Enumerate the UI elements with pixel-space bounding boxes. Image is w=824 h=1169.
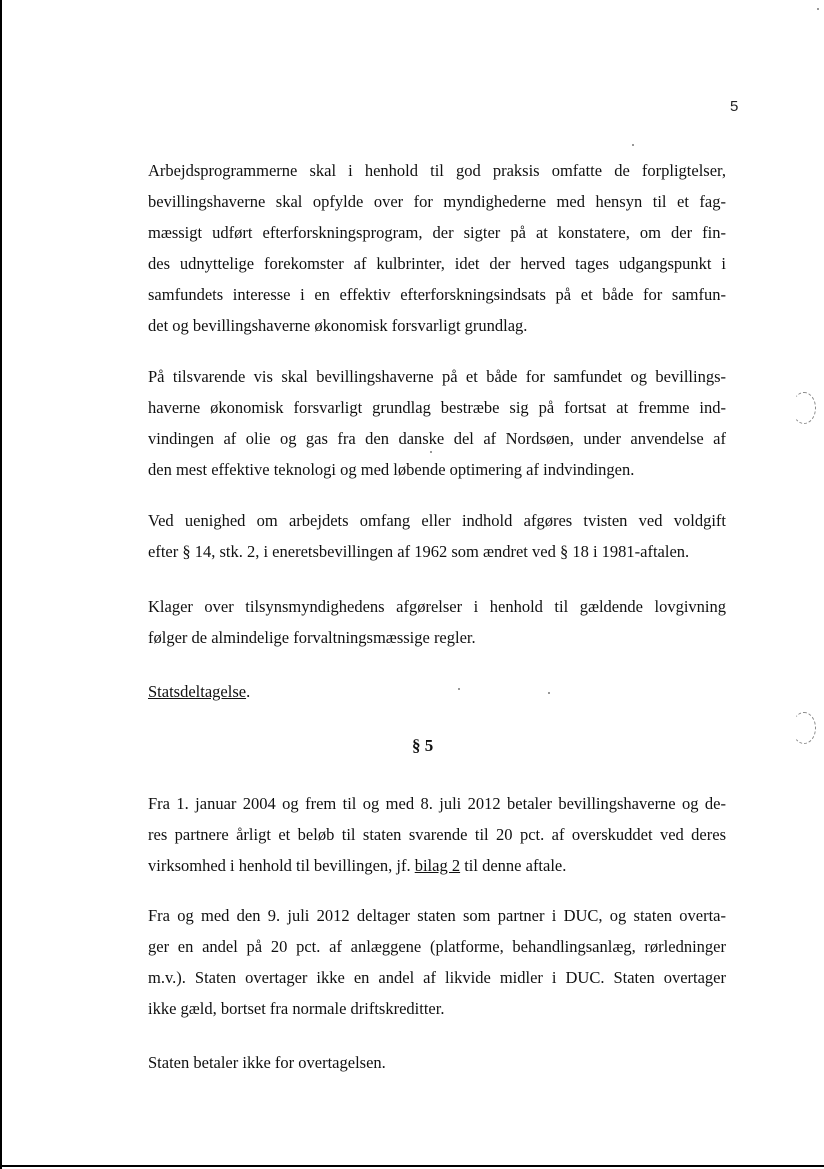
page-number: 5: [730, 98, 739, 115]
punch-hole-mark: [792, 392, 816, 424]
text-line: ger en andel på 20 pct. af anlæggene (platforme, behandlingsanlæg, rørledninger: [148, 937, 726, 956]
scan-speck: [632, 144, 634, 146]
text-line: [148, 850, 726, 881]
section-heading: § 5: [412, 736, 434, 755]
text-line: På tilsvarende vis skal bevillingshaverne på et både for samfundet og bevillings-: [148, 367, 726, 386]
paragraph-extraction: [148, 361, 726, 485]
text-line: Fra og med den 9. juli 2012 deltager staten som partner i DUC, og staten overta-: [148, 906, 726, 925]
scan-edge-bottom: [0, 1165, 824, 1167]
text-line: res partnere årligt et beløb til staten svarende til 20 pct. af overskuddet ved deres: [148, 825, 726, 844]
scan-speck: [817, 8, 819, 10]
text-line: des udnyttelige forekomster af kulbrinter, idet der herved tages udgangspunkt i: [148, 254, 726, 273]
text-line: vindingen af olie og gas fra den danske del af Nordsøen, under anvendelse af: [148, 429, 726, 448]
scan-edge-left: [0, 0, 2, 1169]
paragraph-work-programs: [148, 155, 726, 341]
subheading-punct: .: [246, 682, 251, 701]
text-line: det og bevillingshaverne økonomisk forsvarligt grundlag.: [148, 316, 528, 335]
scan-speck: [430, 451, 432, 453]
paragraph-payments: [148, 788, 726, 881]
scan-speck: [458, 688, 460, 690]
text-line: bevillingshaverne skal opfylde over for myndighederne med hensyn til et fag-: [148, 192, 726, 211]
bilag-2-link[interactable]: bilag 2: [414, 856, 461, 875]
paragraph-state-partner: [148, 900, 726, 1024]
paragraph-complaints: [148, 591, 726, 653]
paragraph-arbitration: [148, 505, 726, 567]
text-line: samfundets interesse i en effektiv efterforskningsindsats på et både for samfun-: [148, 285, 726, 304]
text-fragment: virksomhed i henhold til bevillingen, jf.: [148, 856, 415, 875]
text-line: Fra 1. januar 2004 og frem til og med 8. juli 2012 betaler bevillingshaverne og de-: [148, 794, 726, 813]
paragraph-no-payment: [148, 1047, 726, 1078]
punch-hole-mark: [792, 712, 816, 744]
text-line: Klager over tilsynsmyndighedens afgørelser i henhold til gældende lovgivning: [148, 597, 726, 616]
subheading-statsdeltagelse: [148, 676, 250, 707]
subheading-label: Statsdeltagelse: [148, 682, 247, 701]
text-line: efter § 14, stk. 2, i eneretsbevillingen af 1962 som ændret ved § 18 i 1981-aftalen.: [148, 542, 690, 561]
scan-speck: [548, 692, 550, 694]
text-line: mæssigt udført efterforskningsprogram, der sigter på at konstatere, om der fin-: [148, 223, 726, 242]
text-line: haverne økonomisk forsvarligt grundlag bestræbe sig på fortsat at fremme ind-: [148, 398, 726, 417]
text-line: ikke gæld, bortset fra normale driftskreditter.: [148, 999, 445, 1018]
text-line: Staten betaler ikke for overtagelsen.: [148, 1053, 386, 1072]
text-line: Ved uenighed om arbejdets omfang eller indhold afgøres tvisten ved voldgift: [148, 511, 726, 530]
text-line: den mest effektive teknologi og med løbende optimering af indvindingen.: [148, 460, 635, 479]
text-line: følger de almindelige forvaltningsmæssige regler.: [148, 628, 476, 647]
text-fragment: til denne aftale.: [460, 856, 567, 875]
text-line: m.v.). Staten overtager ikke en andel af likvide midler i DUC. Staten overtager: [148, 968, 726, 987]
text-line: Arbejdsprogrammerne skal i henhold til god praksis omfatte de forpligtelser,: [148, 161, 726, 180]
